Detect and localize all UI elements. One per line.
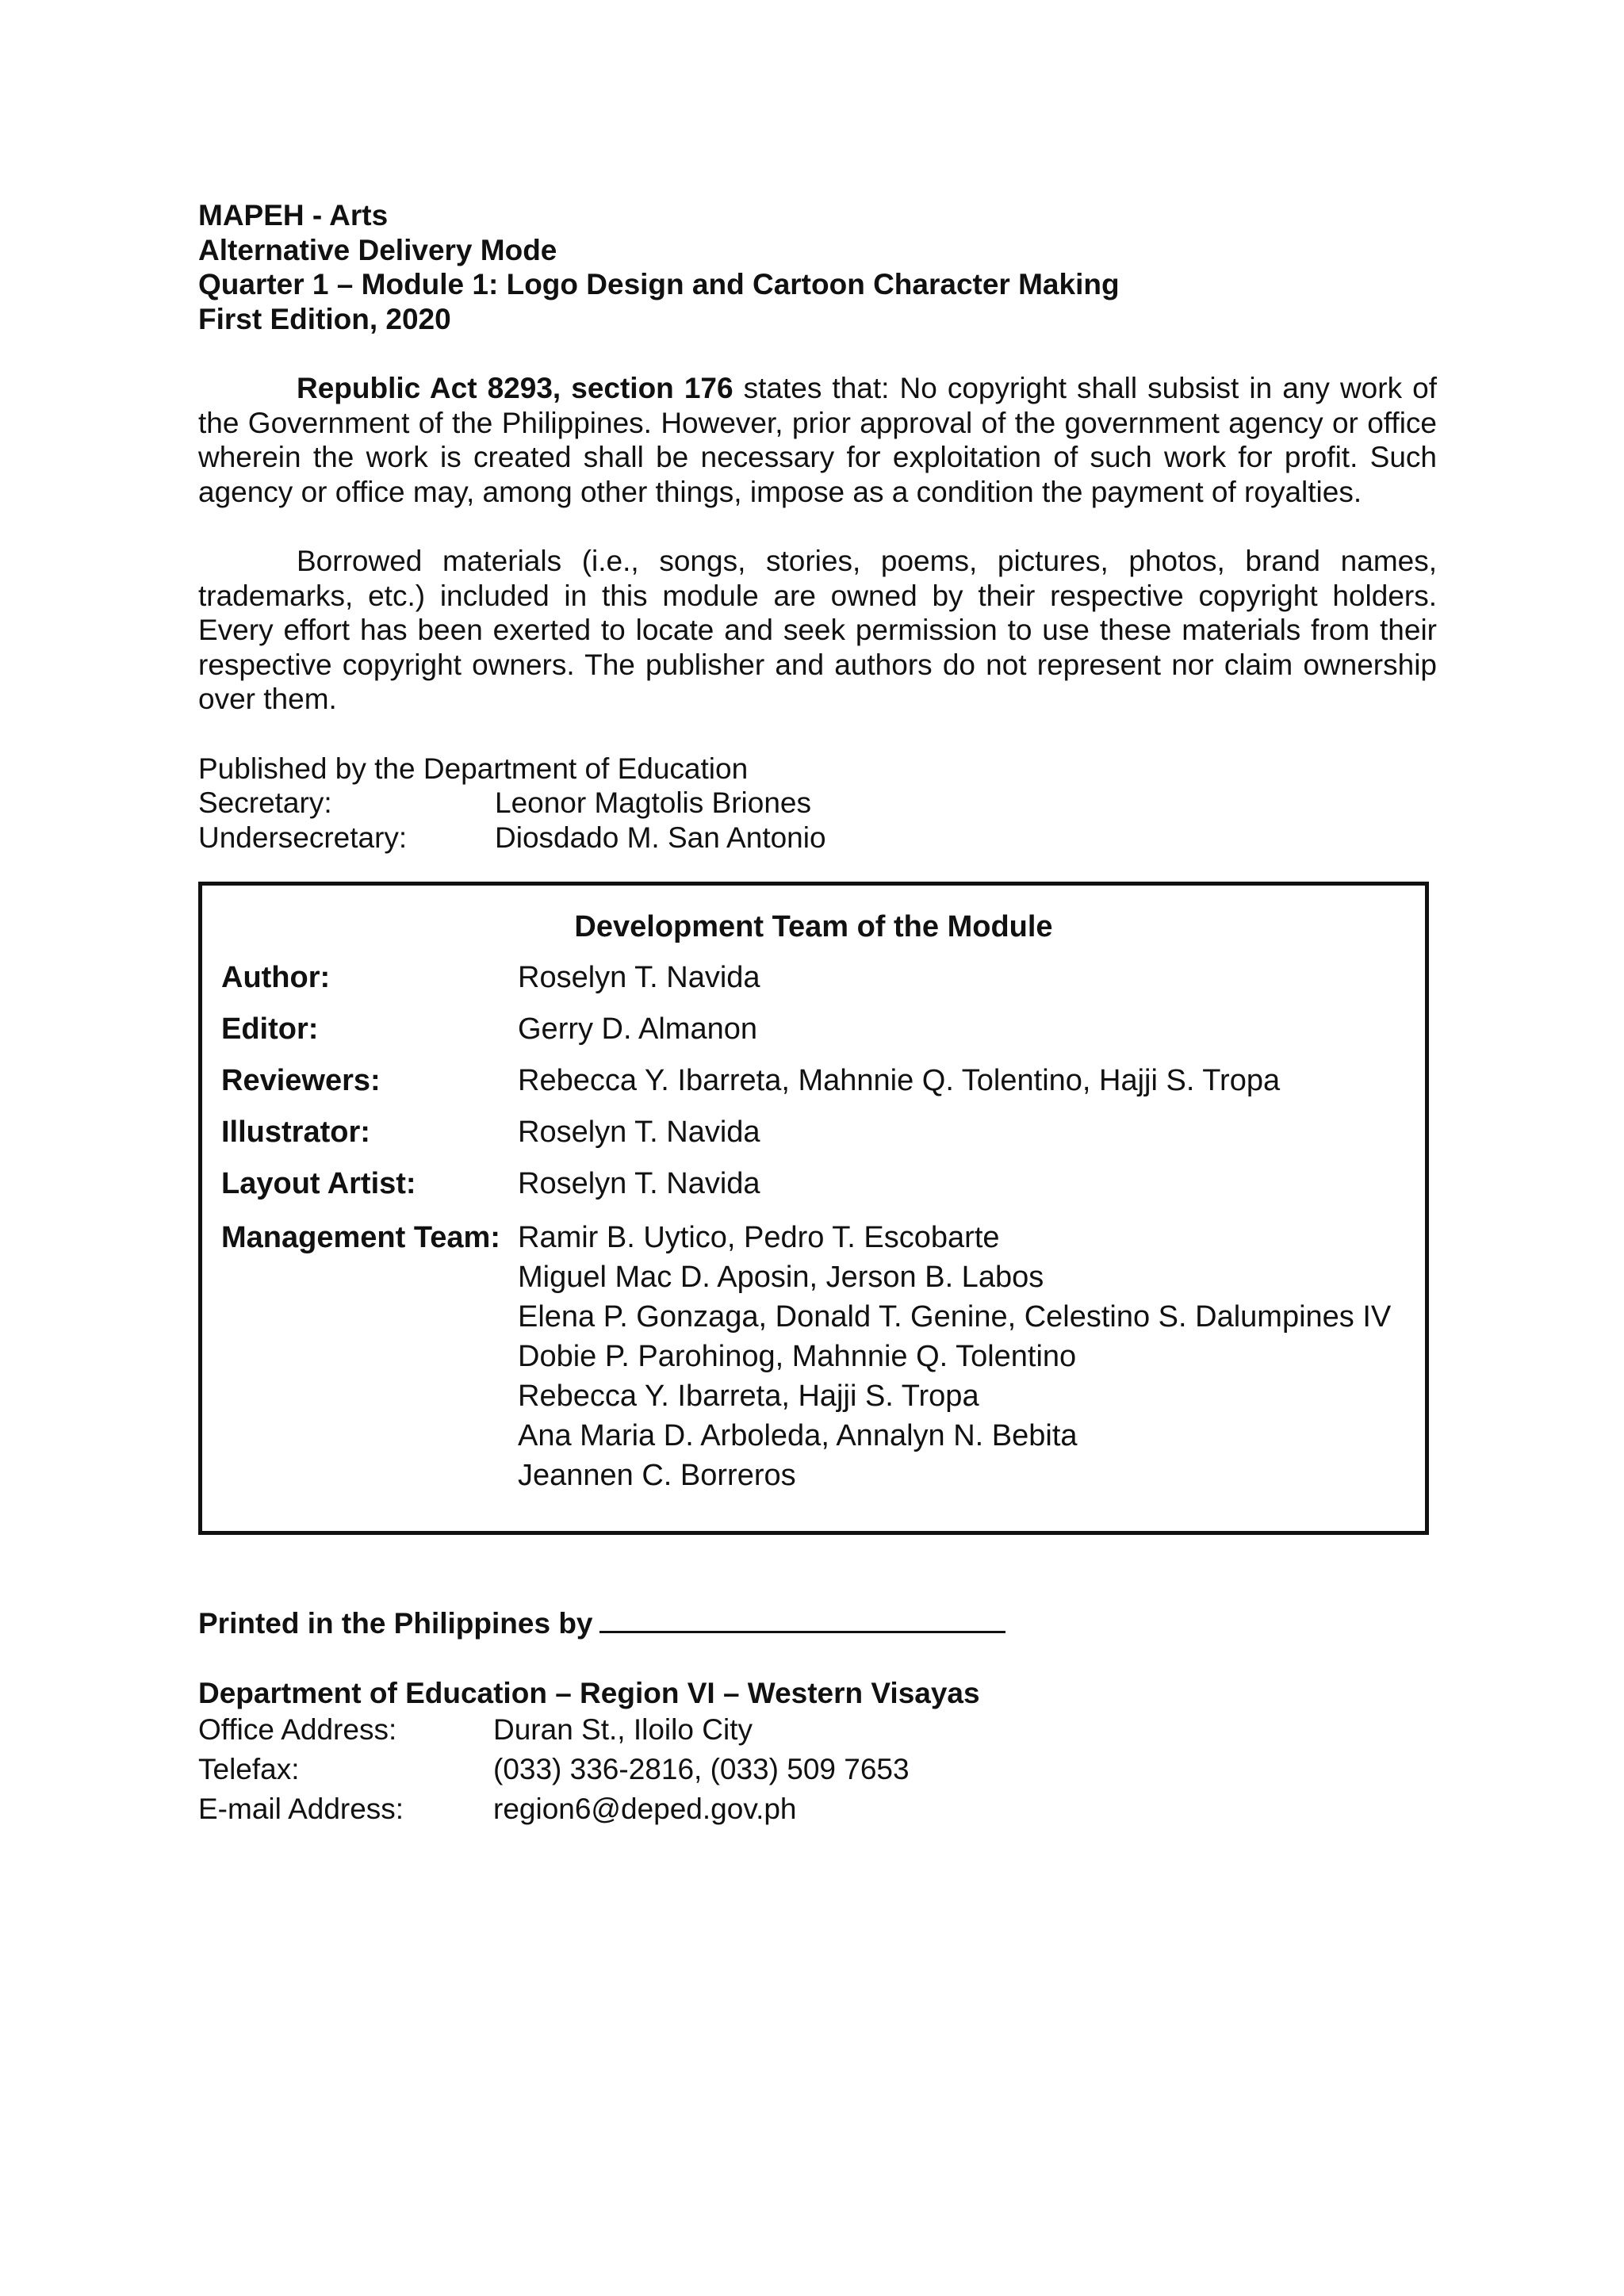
reviewers-names: Rebecca Y. Ibarreta, Mahnnie Q. Tolentino, Hajji S. Tropa [518, 1064, 1281, 1097]
management-team-line: Ana Maria D. Arboleda, Annalyn N. Bebita [518, 1419, 1078, 1452]
management-team-names [518, 1218, 1391, 1495]
publisher-line: Published by the Department of Education [198, 752, 749, 785]
copyright-text: states that: No copyright shall subsist in any work of the Government of the Philippines. However, prior approval of the government agency or office wherein the work is created shall be necessary for exploitation of such work for profit. Such agency or office may, among other things, impose as a condition the payment of royalties. [198, 372, 1438, 508]
author-row [221, 960, 1406, 995]
printed-by-line [198, 1606, 1437, 1641]
management-team-row [221, 1218, 1406, 1495]
undersecretary-label: Undersecretary: [198, 821, 408, 854]
undersecretary-name: Diosdado M. San Antonio [495, 821, 826, 854]
illustrator-label: Illustrator: [221, 1115, 370, 1149]
borrowed-materials-paragraph: Borrowed materials (i.e., songs, stories, poems, pictures, photos, brand names, trademarks, etc.) included in this module are owned by their respective copyright holders. Every effort has been exerted to locate and seek permission to use these materials from their respective copyright owners. The publisher and authors do not represent nor claim ownership over them. [198, 545, 1437, 715]
layout-artist-name: Roselyn T. Navida [518, 1167, 760, 1200]
team-title: Development Team of the Module [574, 910, 1053, 943]
telefax-label: Telefax: [198, 1753, 300, 1785]
reviewers-label: Reviewers: [221, 1064, 381, 1097]
management-team-line: Rebecca Y. Ibarreta, Hajji S. Tropa [518, 1380, 979, 1413]
management-team-line: Miguel Mac D. Aposin, Jerson B. Labos [518, 1261, 1044, 1294]
title-block [198, 198, 1437, 336]
author-name: Roselyn T. Navida [518, 961, 760, 994]
editor-label: Editor: [221, 1012, 319, 1046]
reviewers-row [221, 1063, 1406, 1098]
department-title: Department of Education – Region VI – Western Visayas [198, 1676, 980, 1709]
delivery-mode: Alternative Delivery Mode [198, 233, 557, 266]
development-team-box [198, 882, 1429, 1535]
editor-name: Gerry D. Almanon [518, 1012, 757, 1046]
copyright-law-reference: Republic Act 8293, section 176 [297, 372, 733, 404]
edition: First Edition, 2020 [198, 302, 451, 335]
undersecretary-row [198, 821, 1437, 855]
office-address-row [198, 1710, 1437, 1750]
layout-artist-row [221, 1166, 1406, 1201]
email-value: region6@deped.gov.ph [493, 1793, 797, 1825]
secretary-label: Secretary: [198, 786, 332, 819]
office-address-value: Duran St., Iloilo City [493, 1713, 753, 1746]
layout-artist-label: Layout Artist: [221, 1167, 416, 1200]
department-block [198, 1676, 1437, 1830]
editor-row [221, 1012, 1406, 1047]
printed-by-label: Printed in the Philippines by [198, 1607, 593, 1640]
management-team-line: Jeannen C. Borreros [518, 1459, 796, 1492]
telefax-value: (033) 336-2816, (033) 509 7653 [493, 1753, 910, 1785]
management-team-line: Ramir B. Uytico, Pedro T. Escobarte [518, 1221, 1000, 1254]
module-title: Quarter 1 – Module 1: Logo Design and Cartoon Character Making [198, 268, 1120, 300]
email-row [198, 1789, 1437, 1829]
management-team-line: Elena P. Gonzaga, Donald T. Genine, Celestino S. Dalumpines IV [518, 1300, 1392, 1334]
copyright-paragraph [198, 371, 1437, 509]
management-team-label: Management Team: [221, 1221, 500, 1254]
telefax-row [198, 1750, 1437, 1789]
illustrator-name: Roselyn T. Navida [518, 1115, 760, 1149]
management-team-line: Dobie P. Parohinog, Mahnnie Q. Tolentino [518, 1340, 1077, 1373]
printer-blank-line [599, 1607, 1005, 1633]
author-label: Author: [221, 961, 331, 994]
email-label: E-mail Address: [198, 1793, 404, 1825]
secretary-name: Leonor Magtolis Briones [495, 786, 811, 819]
office-address-label: Office Address: [198, 1713, 397, 1746]
copyright-page [198, 198, 1437, 1829]
secretary-row [198, 786, 1437, 821]
illustrator-row [221, 1115, 1406, 1150]
publisher-block [198, 752, 1437, 855]
subject-title: MAPEH - Arts [198, 199, 389, 232]
